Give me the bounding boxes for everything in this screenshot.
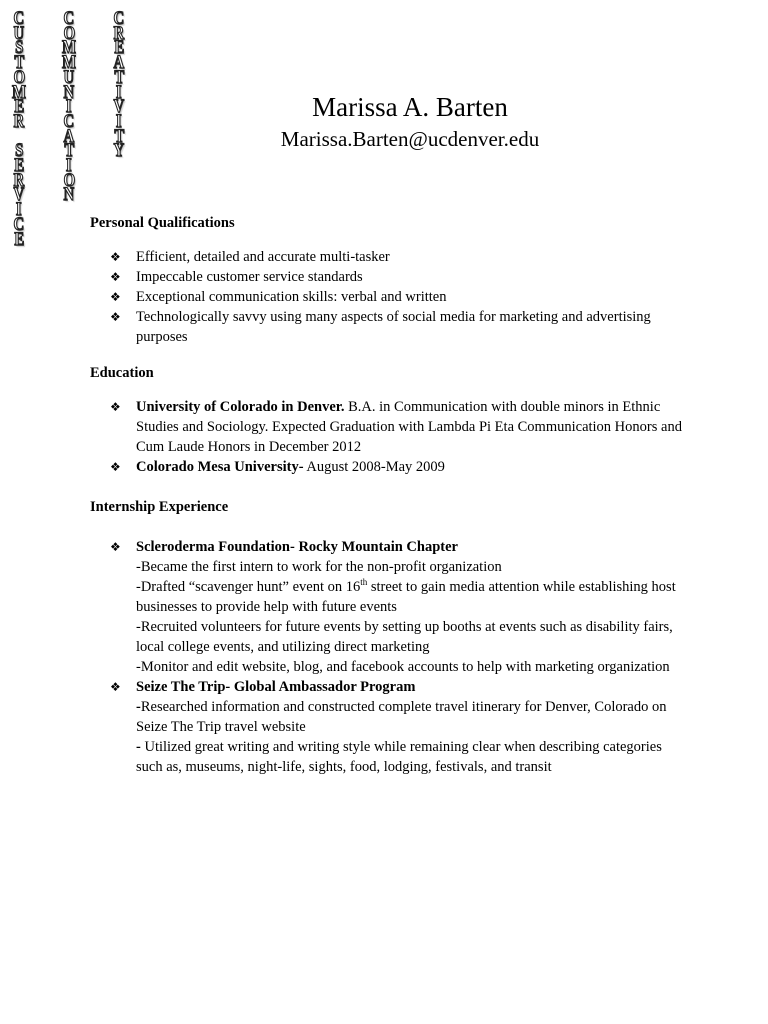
- job-duty: [136, 577, 685, 617]
- ordinal-suffix: th: [360, 577, 368, 588]
- school-details: August 2008-May 2009: [303, 459, 445, 475]
- vertical-letter: A: [113, 52, 125, 74]
- vertical-letter: A: [63, 125, 75, 147]
- school-name: Colorado Mesa University-: [136, 459, 304, 475]
- vertical-letter: V: [13, 184, 25, 206]
- vertical-letter: O: [63, 22, 75, 44]
- candidate-email: Marissa.Barten@ucdenver.edu: [280, 127, 540, 151]
- vertical-letter: R: [13, 110, 25, 132]
- vertical-letter: C: [63, 110, 75, 132]
- vertical-letter: C: [13, 213, 25, 235]
- diamond-bullet-icon: ❖: [110, 250, 121, 264]
- vertical-letter: T: [64, 140, 74, 162]
- job-duty-text: -Drafted “scavenger hunt” event on 16: [136, 579, 361, 595]
- list-item: [110, 537, 685, 677]
- qualification-text: Impeccable customer service standards: [136, 269, 363, 285]
- job-heading: Seize The Trip- Global Ambassador Program: [136, 679, 416, 695]
- list-item: [110, 457, 685, 477]
- vertical-letter: M: [62, 52, 76, 74]
- vertical-letter: C: [113, 8, 125, 29]
- vertical-letter: R: [113, 22, 125, 44]
- vertical-letter: E: [14, 228, 24, 250]
- list-item: [110, 267, 685, 287]
- vertical-letter: U: [13, 22, 25, 44]
- vertical-word-communication: [59, 8, 79, 206]
- job-duty: -Became the first intern to work for the non-profit organization: [136, 559, 502, 575]
- vertical-letter: R: [13, 169, 25, 191]
- qualification-text: Efficient, detailed and accurate multi-tasker: [136, 249, 390, 265]
- job-duty: [136, 737, 685, 777]
- vertical-letter: E: [114, 37, 124, 59]
- job-duty-text: Utilized great writing and writing style while remaining clear when describing categories such as, museums, night-life, sights, food, lodging, festivals, and transit: [136, 739, 662, 775]
- list-item: [110, 677, 685, 777]
- list-item: [110, 247, 685, 267]
- diamond-bullet-icon: ❖: [110, 540, 121, 554]
- vertical-letter: I: [116, 110, 122, 132]
- list-item: [110, 307, 685, 347]
- vertical-letter: E: [14, 96, 24, 118]
- job-duty-text: Researched information and constructed complete travel itinerary for Denver, Colorado on Seize The Trip travel website: [136, 699, 667, 735]
- vertical-letter: I: [16, 199, 22, 221]
- vertical-letter: N: [63, 184, 75, 206]
- list-item: [110, 287, 685, 307]
- diamond-bullet-icon: ❖: [110, 290, 121, 304]
- vertical-letter: V: [113, 96, 125, 118]
- diamond-bullet-icon: ❖: [110, 310, 121, 324]
- section-title-internship: Internship Experience: [90, 499, 229, 515]
- vertical-letter: T: [114, 125, 124, 147]
- vertical-word-creativity: [109, 8, 129, 162]
- vertical-letter: S: [14, 140, 24, 162]
- vertical-letter: M: [62, 37, 76, 59]
- qualification-text: Technologically savvy using many aspects of social media for marketing and advertising purposes: [136, 309, 651, 345]
- section-title-education: Education: [90, 365, 154, 381]
- internship-list: [110, 537, 685, 777]
- resume-header: [150, 90, 670, 154]
- vertical-letter: M: [12, 81, 26, 103]
- vertical-letter: O: [63, 169, 75, 191]
- school-name: University of Colorado in Denver.: [136, 399, 345, 415]
- vertical-letter: O: [13, 66, 25, 88]
- vertical-letter: S: [14, 37, 24, 59]
- diamond-bullet-icon: ❖: [110, 680, 121, 694]
- vertical-letter: T: [114, 66, 124, 88]
- duty-dash: -: [136, 699, 141, 715]
- vertical-letter: T: [14, 52, 24, 74]
- list-item: [110, 397, 685, 457]
- diamond-bullet-icon: ❖: [110, 460, 121, 474]
- vertical-letter: U: [63, 66, 75, 88]
- job-duty: -Monitor and edit website, blog, and facebook accounts to help with marketing organization: [136, 659, 670, 675]
- personal-qualifications-list: [110, 247, 685, 347]
- vertical-letter: I: [66, 155, 72, 177]
- diamond-bullet-icon: ❖: [110, 270, 121, 284]
- vertical-letter: I: [116, 81, 122, 103]
- job-duty-text: street to gain media attention while establishing host businesses to provide help with future events: [136, 579, 676, 615]
- job-heading: Scleroderma Foundation- Rocky Mountain Chapter: [136, 539, 458, 555]
- diamond-bullet-icon: ❖: [110, 400, 121, 414]
- vertical-word-customer-service: [9, 8, 29, 250]
- vertical-letter: Y: [113, 140, 125, 162]
- vertical-letter: E: [14, 155, 24, 177]
- vertical-letter: C: [63, 8, 75, 29]
- job-duty: -Recruited volunteers for future events by setting up booths at events such as disability fairs, local college events, and utilizing direct marketing: [136, 619, 673, 655]
- education-list: [110, 397, 685, 477]
- school-details: B.A. in Communication with double minors in Ethnic Studies and Sociology. Expected Graduation with Lambda Pi Eta Communication Honors and Cum Laude Honors in December 2012: [136, 399, 682, 455]
- vertical-letter: C: [13, 8, 25, 29]
- vertical-letter: I: [66, 96, 72, 118]
- duty-dash: -: [136, 739, 141, 755]
- candidate-name: Marissa A. Barten: [312, 92, 508, 122]
- qualification-text: Exceptional communication skills: verbal and written: [136, 289, 447, 305]
- vertical-letter: N: [63, 81, 75, 103]
- section-title-personal: Personal Qualifications: [90, 215, 235, 231]
- job-duty: [136, 697, 685, 737]
